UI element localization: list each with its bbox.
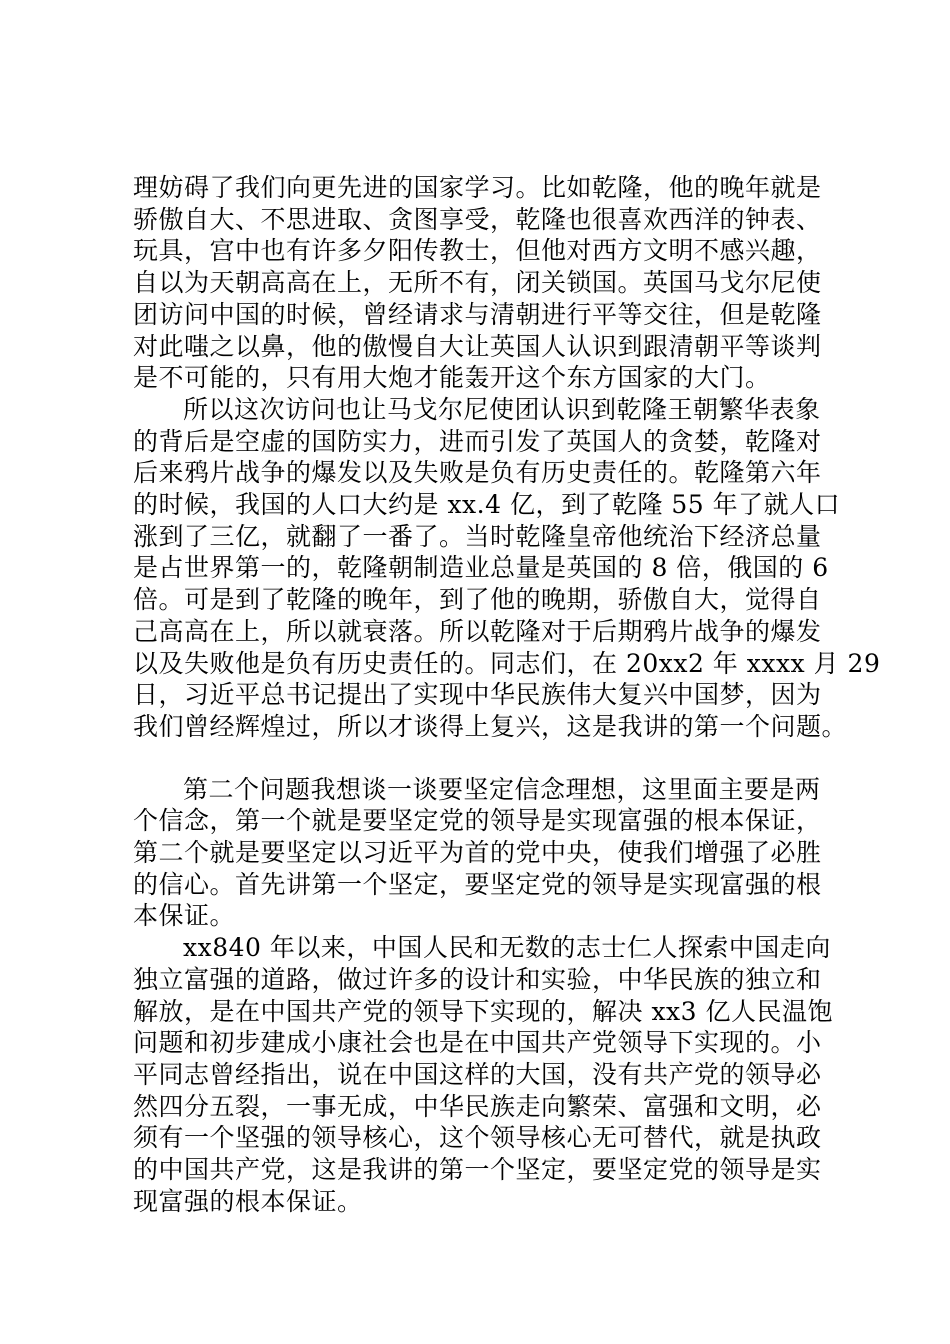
text-line: 须有一个坚强的领导核心，这个领导核心无可替代，就是执政 xyxy=(133,1123,822,1153)
text-line: 后来鸦片战争的爆发以及失败是负有历史责任的。乾隆第六年 xyxy=(133,458,822,488)
text-line: 的背后是空虚的国防实力，进而引发了英国人的贪婪，乾隆对 xyxy=(133,426,822,456)
paragraph xyxy=(133,394,881,743)
text-line: 所以这次访问也让马戈尔尼使团认识到乾隆王朝繁华表象 xyxy=(183,394,821,424)
text-line: 独立富强的道路，做过许多的设计和实验，中华民族的独立和 xyxy=(133,964,822,994)
text-line: 现富强的根本保证。 xyxy=(133,1186,363,1216)
text-line: 我们曾经辉煌过，所以才谈得上复兴，这是我讲的第一个问题。 xyxy=(133,711,848,741)
text-line: 第二个问题我想谈一谈要坚定信念理想，这里面主要是两 xyxy=(183,774,821,804)
paragraph xyxy=(133,774,833,933)
text-line: 以及失败他是负有历史责任的。同志们，在 20xx2 年 xxxx 月 29 xyxy=(133,648,881,678)
text-line: 平同志曾经指出，说在中国这样的大国，没有共产党的领导必 xyxy=(133,1059,822,1089)
paragraph xyxy=(133,172,833,394)
paragraph xyxy=(133,932,833,1217)
text-line: 己高高在上，所以就衰落。所以乾隆对于后期鸦片战争的爆发 xyxy=(133,616,822,646)
text-line: 倍。可是到了乾隆的晚年，到了他的晚期，骄傲自大，觉得自 xyxy=(133,585,822,615)
document-page xyxy=(133,172,881,1218)
text-line: 对此嗤之以鼻，他的傲慢自大让英国人认识到跟清朝平等谈判 xyxy=(133,331,822,361)
text-line: 玩具，宫中也有许多夕阳传教士，但他对西方文明不感兴趣， xyxy=(133,236,822,266)
text-line: 骄傲自大、不思进取、贪图享受，乾隆也很喜欢西洋的钟表、 xyxy=(133,204,822,234)
text-line: 是不可能的，只有用大炮才能轰开这个东方国家的大门。 xyxy=(133,363,771,393)
text-line: xx840 年以来，中国人民和无数的志士仁人探索中国走向 xyxy=(183,933,831,963)
paragraph-spacer xyxy=(133,743,833,774)
text-line: 是占世界第一的，乾隆朝制造业总量是英国的 8 倍，俄国的 6 xyxy=(133,553,829,583)
text-line: 的中国共产党，这是我讲的第一个坚定，要坚定党的领导是实 xyxy=(133,1155,822,1185)
text-line: 涨到了三亿，就翻了一番了。当时乾隆皇帝他统治下经济总量 xyxy=(133,521,822,551)
text-line: 然四分五裂，一事无成，中华民族走向繁荣、富强和文明，必 xyxy=(133,1091,822,1121)
text-line: 的时候，我国的人口大约是 xx.4 亿，到了乾隆 55 年了就人口 xyxy=(133,490,841,520)
text-line: 理妨碍了我们向更先进的国家学习。比如乾隆，他的晚年就是 xyxy=(133,173,822,202)
text-line: 问题和初步建成小康社会也是在中国共产党领导下实现的。小 xyxy=(133,1028,822,1058)
text-line: 本保证。 xyxy=(133,901,236,931)
text-line: 自以为天朝高高在上，无所不有，闭关锁国。英国马戈尔尼使 xyxy=(133,268,822,298)
text-line: 日，习近平总书记提出了实现中华民族伟大复兴中国梦，因为 xyxy=(133,680,822,710)
text-line: 个信念，第一个就是要坚定党的领导是实现富强的根本保证， xyxy=(133,806,822,836)
text-line: 的信心。首先讲第一个坚定，要坚定党的领导是实现富强的根 xyxy=(133,869,822,899)
text-line: 团访问中国的时候，曾经请求与清朝进行平等交往，但是乾隆 xyxy=(133,299,822,329)
text-line: 第二个就是要坚定以习近平为首的党中央，使我们增强了必胜 xyxy=(133,838,822,868)
text-line: 解放，是在中国共产党的领导下实现的，解决 xx3 亿人民温饱 xyxy=(133,996,833,1026)
